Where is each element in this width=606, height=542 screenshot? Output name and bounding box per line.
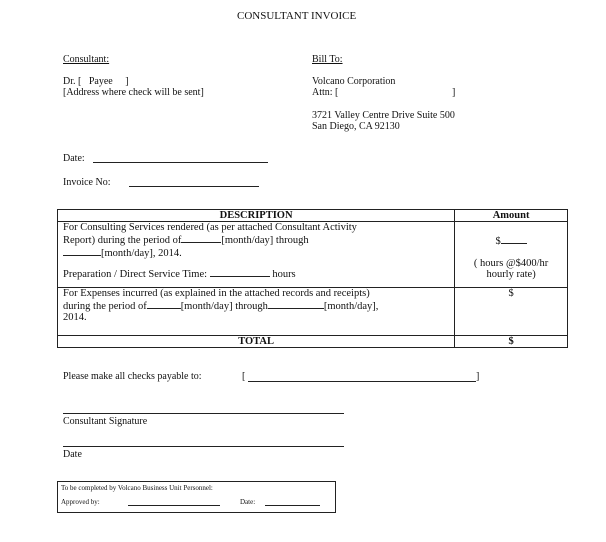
consulting-amount-cell	[455, 222, 568, 288]
table-row	[58, 288, 568, 336]
rate-line-2: hourly rate)	[486, 269, 536, 280]
description-header: DESCRIPTION	[58, 210, 455, 222]
expenses-start-field[interactable]	[147, 299, 181, 309]
consulting-line-3	[63, 246, 454, 259]
page-title: CONSULTANT INVOICE	[237, 10, 357, 22]
expenses-end-field[interactable]	[268, 299, 324, 309]
total-label: TOTAL	[58, 336, 455, 348]
bill-to-heading: Bill To:	[312, 54, 343, 65]
invoice-no-label: Invoice No:	[63, 177, 111, 188]
total-amount: $	[455, 336, 568, 348]
consulting-end-label: [month/day], 2014.	[101, 248, 182, 259]
expenses-end-label: [month/day],	[323, 301, 379, 312]
expenses-amount-cell	[455, 288, 568, 336]
table-header-row	[58, 210, 568, 222]
consulting-line-1: For Consulting Services rendered (as per attached Consultant Activity	[63, 222, 357, 233]
approved-by-field[interactable]	[128, 505, 220, 506]
consultant-name: Dr. [ Payee ]	[63, 76, 129, 87]
signature-date-label: Date	[63, 449, 82, 460]
bill-to-attn: Attn: [	[312, 87, 339, 98]
signature-label: Consultant Signature	[63, 416, 148, 427]
total-row	[58, 336, 568, 348]
consulting-services-cell	[58, 222, 455, 288]
signature-date-field[interactable]	[63, 446, 344, 447]
dollar-sign: $	[495, 236, 501, 247]
signature-field[interactable]	[63, 413, 344, 414]
rate-line-1: ( hours @$400/hr	[473, 258, 549, 269]
amount-header: Amount	[455, 210, 568, 222]
consulting-through-label: [month/day] through	[221, 235, 309, 246]
bill-to-company: Volcano Corporation	[312, 76, 396, 87]
prep-time-label: Preparation / Direct Service Time:	[63, 269, 208, 280]
internal-date-label: Date:	[240, 498, 256, 506]
hours-label: hours	[272, 269, 296, 280]
expenses-line-1: For Expenses incurred (as explained in the attached records and receipts)	[63, 288, 370, 299]
expenses-dollar-sign: $	[508, 288, 514, 299]
expenses-line-2	[63, 299, 454, 312]
prep-time-line	[63, 267, 454, 280]
bill-to-street: 3721 Valley Centre Drive Suite 500	[312, 110, 455, 121]
consulting-amount	[455, 234, 567, 247]
consultant-heading: Consultant:	[63, 54, 110, 65]
bill-to-attn-close: ]	[452, 87, 456, 98]
internal-date-field[interactable]	[265, 505, 320, 506]
payable-to-field[interactable]	[248, 381, 476, 382]
consulting-line-2	[63, 233, 454, 246]
date-label: Date:	[63, 153, 85, 164]
consulting-amount-field[interactable]	[501, 234, 527, 244]
table-row	[58, 222, 568, 288]
invoice-table	[57, 209, 568, 348]
hours-field[interactable]	[210, 267, 270, 277]
bill-to-city: San Diego, CA 92130	[312, 121, 400, 132]
invoice-no-field[interactable]	[129, 186, 259, 187]
expenses-through-label: [month/day] through	[180, 301, 268, 312]
payable-label: Please make all checks payable to:	[63, 371, 202, 382]
expenses-cell	[58, 288, 455, 336]
consultant-address: [Address where check will be sent]	[63, 87, 204, 98]
payable-close-bracket: ]	[476, 371, 480, 382]
period-end-field[interactable]	[63, 246, 101, 256]
approved-by-label: Approved by:	[61, 498, 100, 506]
expenses-line-3: 2014.	[63, 312, 87, 323]
expenses-period-label: during the period of	[63, 301, 147, 312]
period-start-field[interactable]	[181, 233, 221, 243]
date-field[interactable]	[93, 162, 268, 163]
internal-use-heading: To be completed by Volcano Business Unit Personnel:	[61, 484, 213, 492]
consulting-period-label: Report) during the period of	[63, 235, 182, 246]
payable-open-bracket: [	[242, 371, 246, 382]
